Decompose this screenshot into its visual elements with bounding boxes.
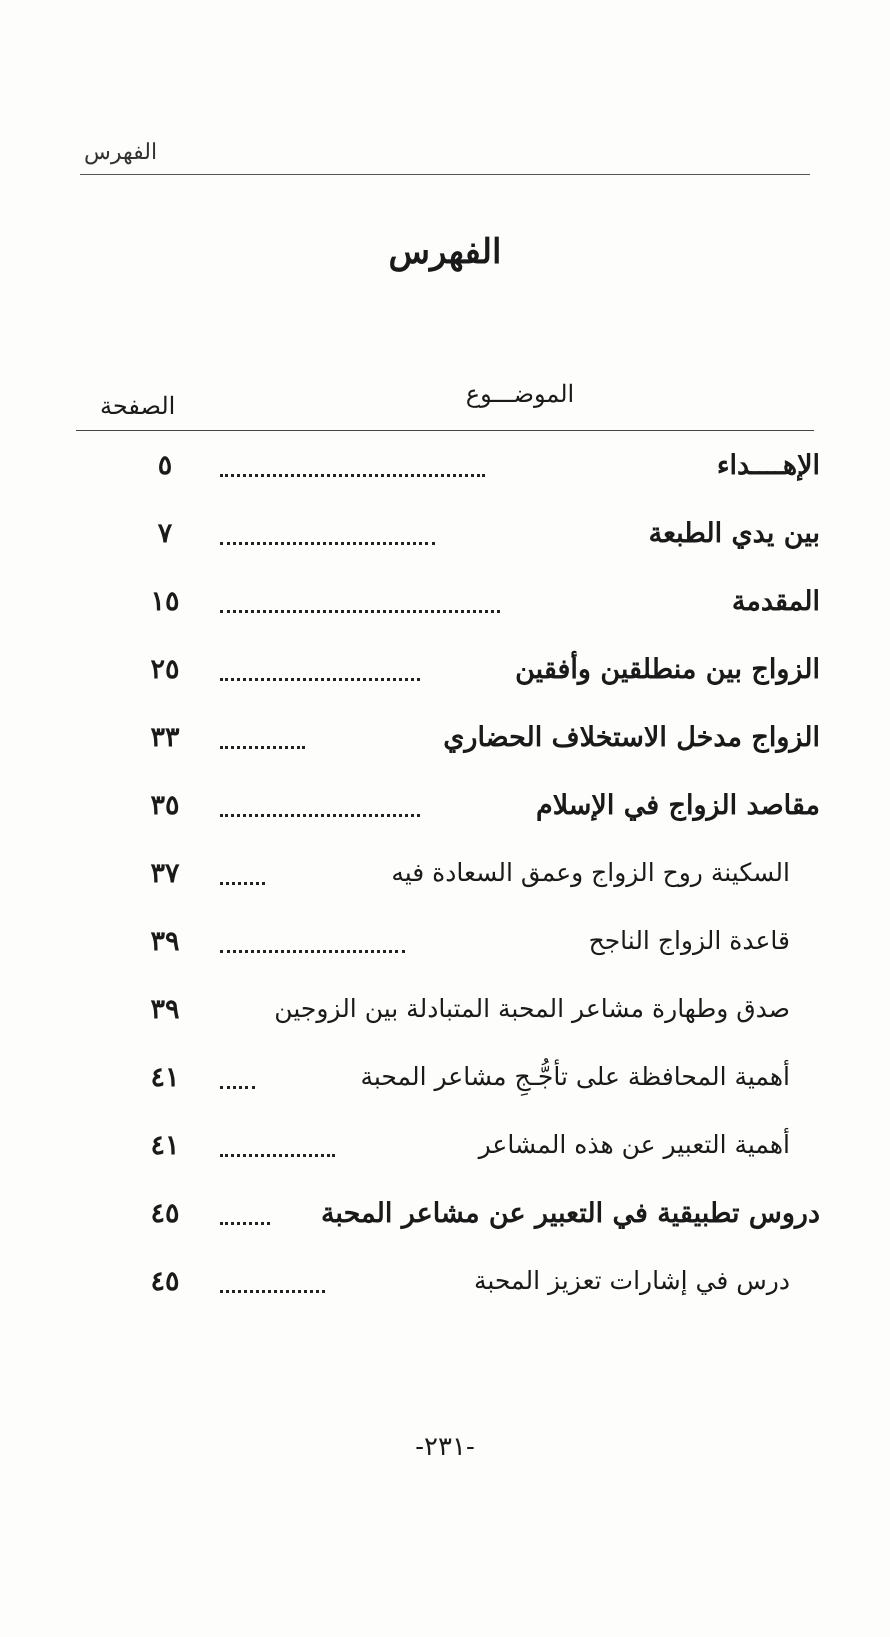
- toc-entry[interactable]: [0, 980, 890, 1048]
- toc-entry[interactable]: [0, 912, 890, 980]
- toc-entry-page: ٤٥: [150, 1266, 180, 1297]
- toc-entry-title: الزواج بين منطلقين وأفقين: [515, 654, 820, 685]
- column-header-topic: الموضـــوع: [465, 380, 575, 408]
- toc-entry[interactable]: [0, 436, 890, 504]
- dot-leader: [220, 474, 485, 477]
- running-head: الفهرس: [84, 140, 158, 165]
- toc-entry[interactable]: [0, 1252, 890, 1320]
- toc-entry[interactable]: [0, 1184, 890, 1252]
- page-title: الفهرس: [388, 232, 502, 272]
- toc-entry-title: الإهــــداء: [716, 450, 820, 481]
- toc-entry[interactable]: [0, 1116, 890, 1184]
- toc-entry-page: ٧: [157, 518, 173, 549]
- toc-entry-title: بين يدي الطبعة: [648, 518, 820, 549]
- dot-leader: [220, 882, 265, 885]
- toc-entry-page: ٢٥: [150, 654, 180, 685]
- toc-entry[interactable]: [0, 640, 890, 708]
- toc-entry-title: أهمية التعبير عن هذه المشاعر: [478, 1130, 790, 1159]
- dot-leader: [220, 542, 435, 545]
- toc-entry[interactable]: [0, 1048, 890, 1116]
- header-rule: [80, 174, 810, 175]
- toc-entry-page: ٣٩: [150, 926, 180, 957]
- toc-entry-title: المقدمة: [731, 586, 820, 617]
- toc-entry-page: ٣٩: [150, 994, 180, 1025]
- page-number: -٢٣١-: [415, 1432, 475, 1462]
- dot-leader: [220, 1290, 325, 1293]
- toc-entry-title: صدق وطهارة مشاعر المحبة المتبادلة بين الزوجين: [274, 994, 790, 1023]
- dot-leader: [220, 814, 420, 817]
- toc-list: [0, 436, 890, 1320]
- dot-leader: [220, 1086, 255, 1089]
- toc-entry-title: السكينة روح الزواج وعمق السعادة فيه: [391, 858, 790, 887]
- toc-entry[interactable]: [0, 504, 890, 572]
- toc-entry-page: ٣٧: [150, 858, 180, 889]
- toc-entry-title: درس في إشارات تعزيز المحبة: [473, 1266, 790, 1295]
- toc-entry-title: أهمية المحافظة على تأجُّـجِ مشاعر المحبة: [360, 1062, 790, 1091]
- dot-leader: [220, 746, 305, 749]
- toc-entry-page: ٤١: [150, 1062, 180, 1093]
- dot-leader: [220, 1222, 270, 1225]
- toc-entry-page: ٤١: [150, 1130, 180, 1161]
- toc-entry[interactable]: [0, 776, 890, 844]
- toc-entry-page: ٤٥: [150, 1198, 180, 1229]
- toc-entry[interactable]: [0, 844, 890, 912]
- toc-entry[interactable]: [0, 572, 890, 640]
- toc-entry[interactable]: [0, 708, 890, 776]
- dot-leader: [220, 950, 405, 953]
- toc-entry-page: ٥: [157, 450, 173, 481]
- dot-leader: [220, 610, 500, 613]
- column-header-page: الصفحة: [100, 392, 176, 420]
- toc-entry-title: دروس تطبيقية في التعبير عن مشاعر المحبة: [320, 1198, 820, 1229]
- toc-entry-page: ١٥: [150, 586, 180, 617]
- toc-entry-page: ٣٥: [150, 790, 180, 821]
- dot-leader: [220, 1154, 335, 1157]
- toc-entry-title: مقاصد الزواج في الإسلام: [535, 790, 820, 821]
- toc-entry-page: ٣٣: [150, 722, 180, 753]
- column-rule: [76, 430, 814, 431]
- toc-entry-title: قاعدة الزواج الناجح: [588, 926, 790, 955]
- dot-leader: [220, 678, 420, 681]
- toc-entry-title: الزواج مدخل الاستخلاف الحضاري: [443, 722, 820, 753]
